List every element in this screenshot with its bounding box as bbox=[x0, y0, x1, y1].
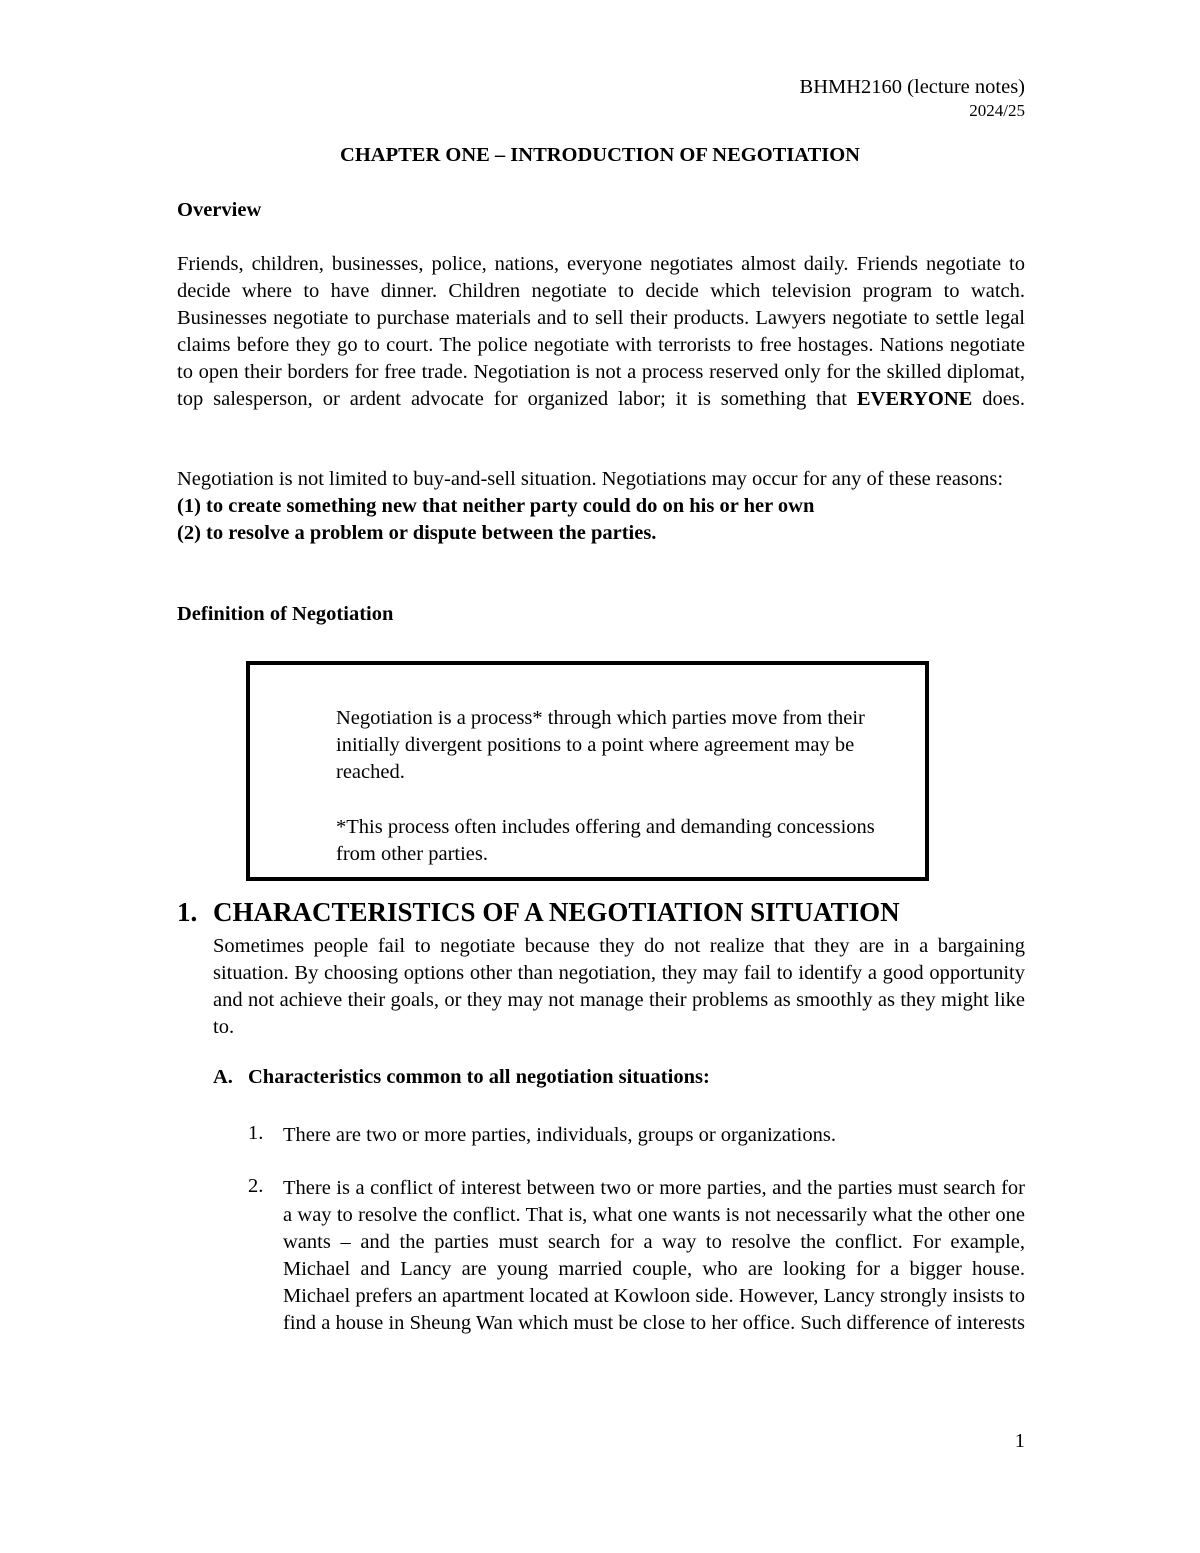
reason-2: (2) to resolve a problem or dispute between the parties. bbox=[177, 522, 657, 544]
subsection-a-title: Characteristics common to all negotiation situations: bbox=[248, 1066, 710, 1088]
overview-paragraph-emphasis: EVERYONE bbox=[856, 388, 973, 410]
section-1-number: 1. bbox=[177, 897, 198, 927]
reasons-block bbox=[177, 466, 1025, 547]
list-item-text: There is a conflict of interest between two or more parties, and the parties must search for a way to resolve the conflict. That is, what one wants is not necessarily what the other one wants – and the parties must search for a way to resolve the conflict. For example, Michael and Lancy are young married couple, who are looking for a bigger house. Michael prefers an apartment located at Kowloon side. However, Lancy strongly insists to find a house in Sheung Wan which must be close to her office. Such difference of interests bbox=[283, 1177, 1025, 1334]
section-1-title: CHARACTERISTICS OF A NEGOTIATION SITUATION bbox=[213, 897, 900, 927]
definition-text: Negotiation is a process* through which parties move from their initially divergent positions to a point where agreement may be reached. bbox=[336, 707, 865, 783]
chapter-title: CHAPTER ONE – INTRODUCTION OF NEGOTIATION bbox=[340, 144, 860, 166]
reasons-intro: Negotiation is not limited to buy-and-sell situation. Negotiations may occur for any of these reasons: bbox=[177, 468, 1004, 490]
definition-note: *This process often includes offering and demanding concessions from other parties. bbox=[336, 816, 875, 865]
header-year: 2024/25 bbox=[969, 101, 1025, 120]
page-number: 1 bbox=[1014, 1430, 1025, 1452]
list-item-number: 2. bbox=[248, 1175, 264, 1197]
reason-1: (1) to create something new that neither party could do on his or her own bbox=[177, 495, 815, 517]
overview-paragraph-after: does. bbox=[972, 388, 1025, 410]
overview-paragraph bbox=[177, 251, 1025, 440]
subsection-a-letter: A. bbox=[213, 1066, 233, 1088]
header-course: BHMH2160 (lecture notes) bbox=[799, 76, 1025, 98]
section-1-body: Sometimes people fail to negotiate because they do not realize that they are in a bargaining situation. By choosing options other than negotiation, they may fail to identify a good opportunity and not achieve their goals, or they may not manage their problems as smoothly as they might like to. bbox=[213, 935, 1025, 1038]
list-item-text: There are two or more parties, individuals, groups or organizations. bbox=[283, 1124, 836, 1146]
definition-box bbox=[246, 661, 929, 881]
definition-heading: Definition of Negotiation bbox=[177, 603, 394, 625]
list-item-number: 1. bbox=[248, 1122, 264, 1144]
overview-heading: Overview bbox=[177, 199, 262, 221]
overview-paragraph-before: Friends, children, businesses, police, nations, everyone negotiates almost daily. Friends negotiate to decide where to have dinner. Children negotiate to decide which television program to watch. Businesses negotiate to purchase materials and to sell their products. Lawyers negotiate to settle legal claims before they go to court. The police negotiate with terrorists to free hostages. Nations negotiate to open their borders for free trade. Negotiation is not a process reserved only for the skilled diplomat, top salesperson, or ardent advocate for organized labor; it is something that bbox=[177, 253, 1025, 410]
